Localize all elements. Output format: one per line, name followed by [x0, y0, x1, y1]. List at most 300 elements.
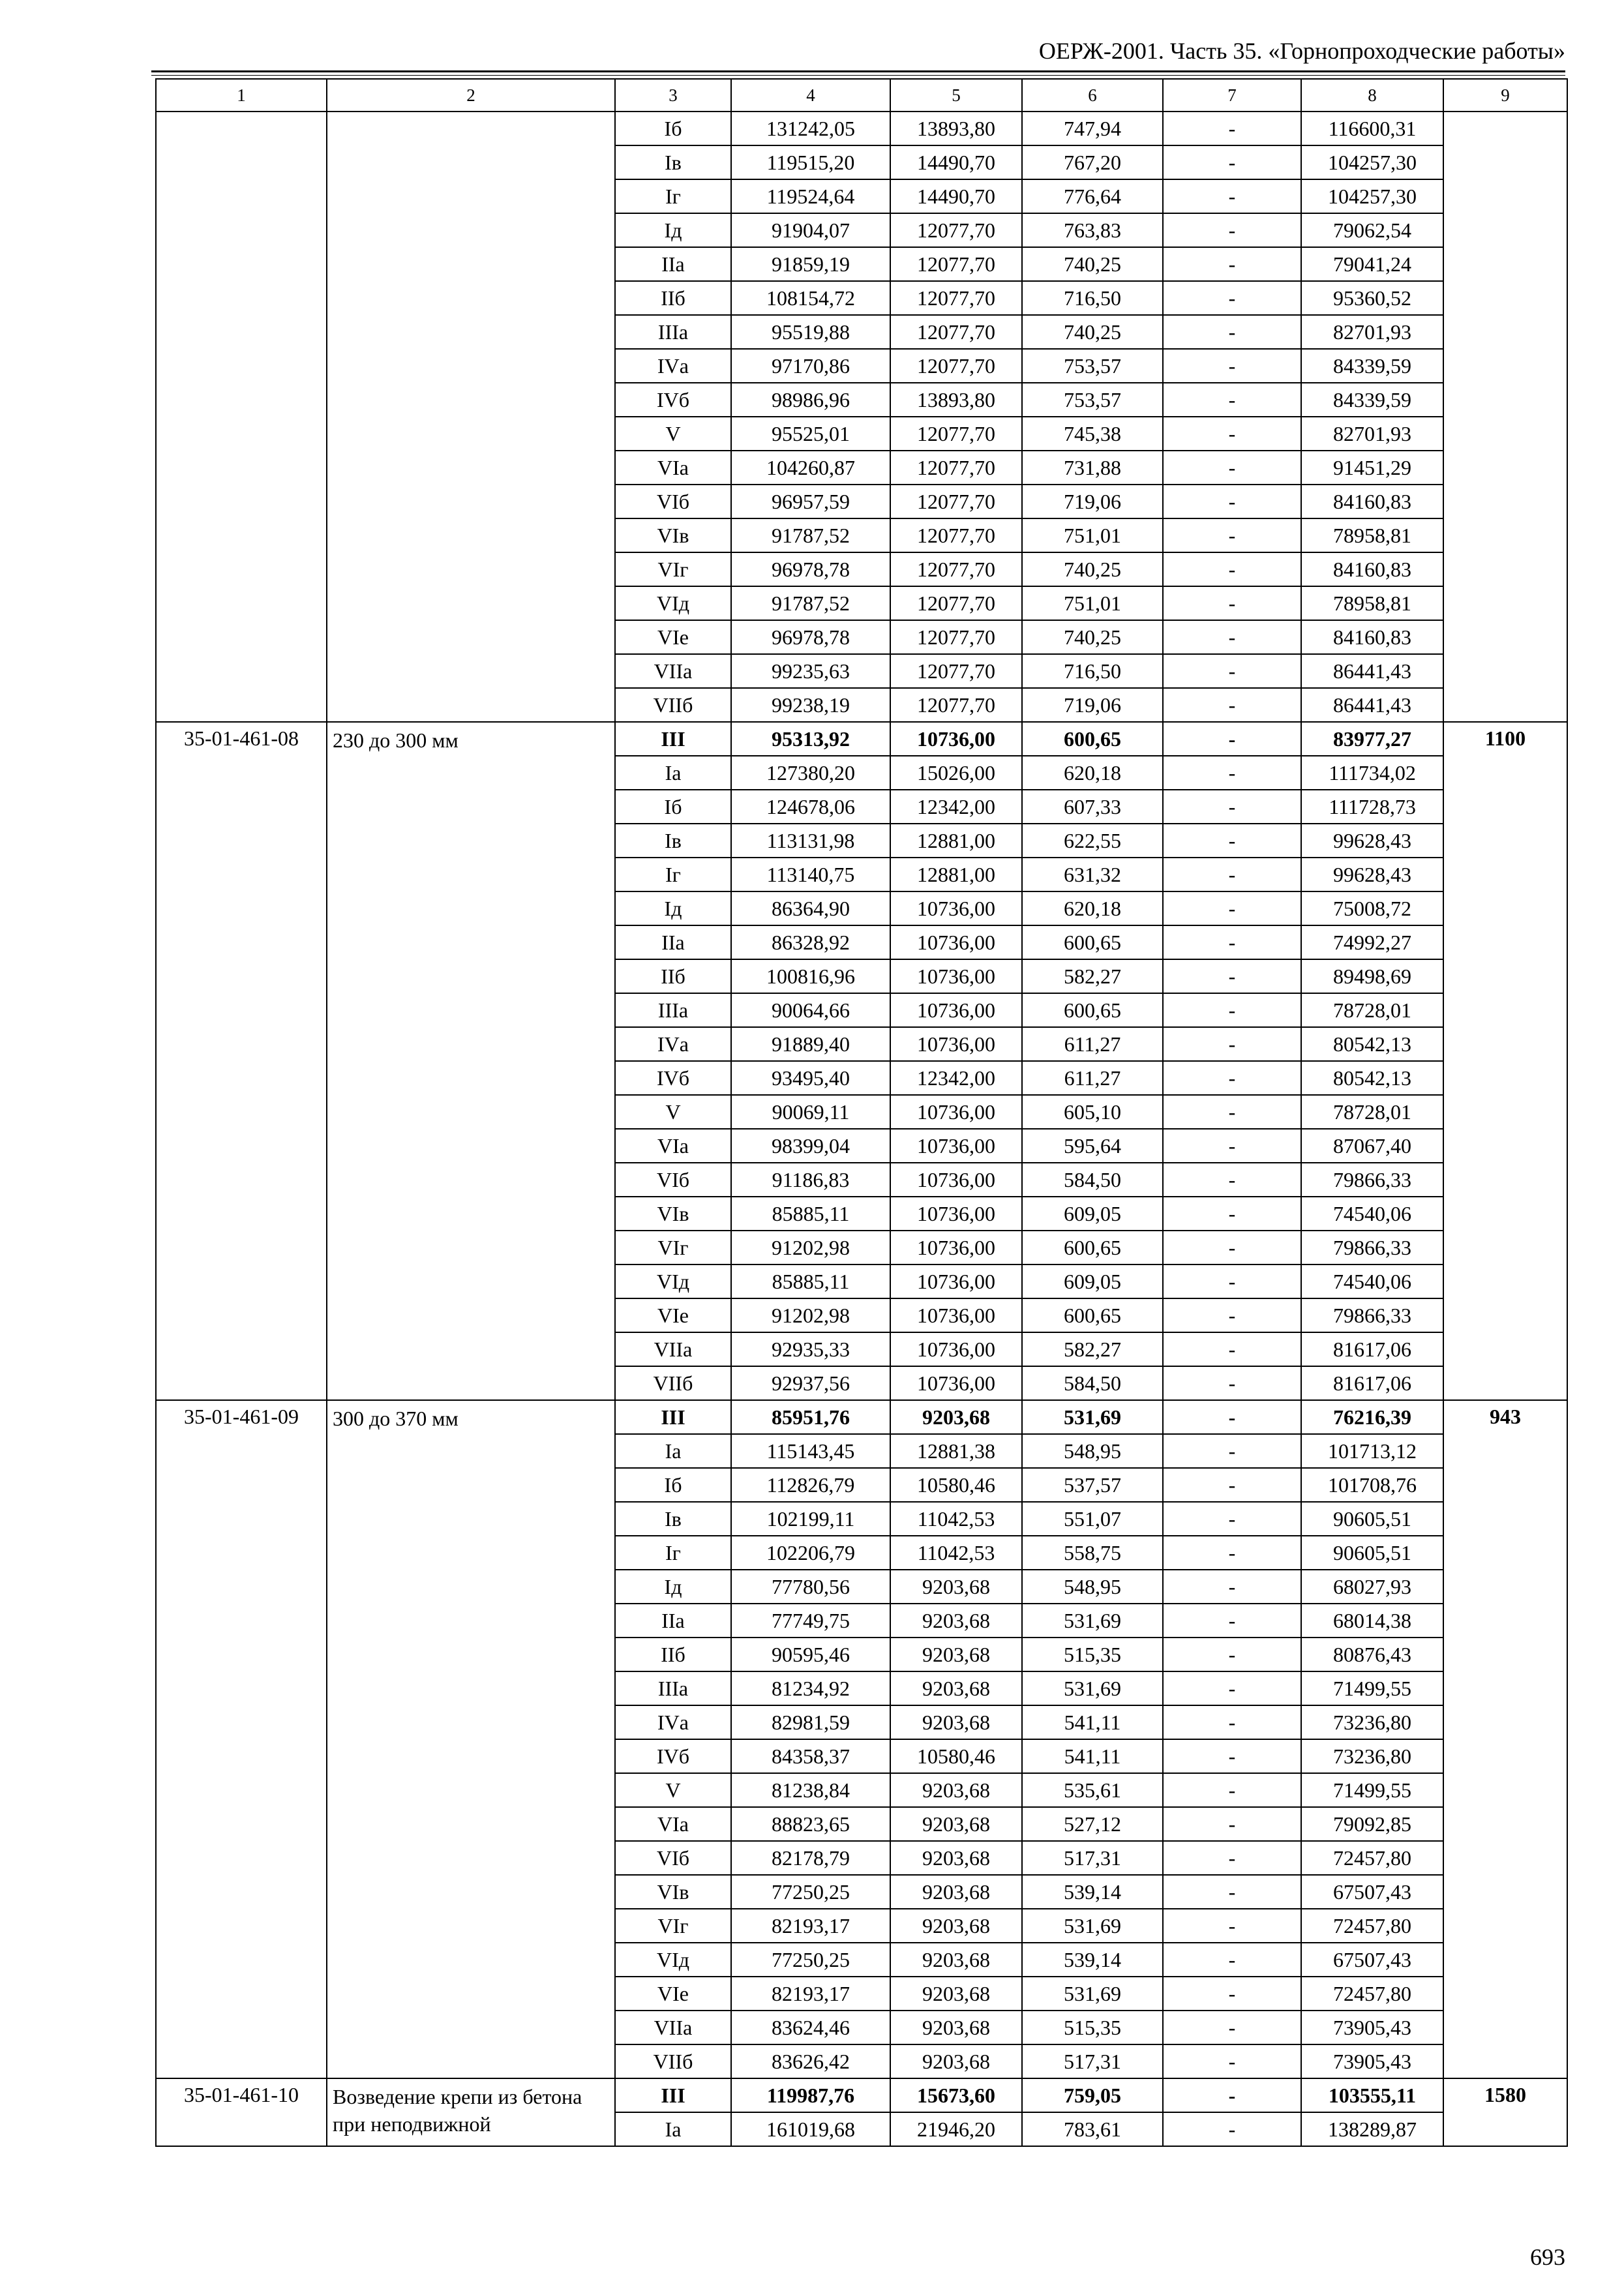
wages-cell: 9203,68 — [890, 1570, 1022, 1604]
machines-cell: 763,83 — [1022, 213, 1163, 247]
wages-cell: 10736,00 — [890, 1129, 1022, 1163]
materials-cell: 79041,24 — [1301, 247, 1443, 281]
wages-cell: 10736,00 — [890, 1332, 1022, 1366]
total-cost-cell: 127380,20 — [731, 756, 890, 790]
resource-class-cell: VIг — [615, 1909, 731, 1943]
resource-class-cell: V — [615, 417, 731, 451]
drivers-wages-cell: - — [1163, 993, 1301, 1027]
total-cost-cell: 91889,40 — [731, 1027, 890, 1061]
machines-cell: 607,33 — [1022, 790, 1163, 824]
materials-cell: 79866,33 — [1301, 1163, 1443, 1197]
materials-cell: 104257,30 — [1301, 145, 1443, 179]
column-number-cell: 1 — [156, 79, 327, 112]
drivers-wages-cell: - — [1163, 1943, 1301, 1977]
machines-cell: 759,05 — [1022, 2078, 1163, 2112]
norm-code-cell: 35-01-461-10 — [156, 2078, 327, 2146]
drivers-wages-cell: - — [1163, 722, 1301, 756]
drivers-wages-cell: - — [1163, 1434, 1301, 1468]
resource-class-cell: VIе — [615, 1977, 731, 2011]
column-number-cell: 4 — [731, 79, 890, 112]
machines-cell: 620,18 — [1022, 891, 1163, 925]
wages-cell: 13893,80 — [890, 383, 1022, 417]
machines-cell: 558,75 — [1022, 1536, 1163, 1570]
drivers-wages-cell: - — [1163, 1604, 1301, 1638]
table-row — [156, 2078, 1567, 2112]
drivers-wages-cell: - — [1163, 1502, 1301, 1536]
machines-cell: 611,27 — [1022, 1061, 1163, 1095]
machines-cell: 595,64 — [1022, 1129, 1163, 1163]
total-cost-cell: 113140,75 — [731, 858, 890, 891]
total-cost-cell: 119987,76 — [731, 2078, 890, 2112]
resource-class-cell: VIд — [615, 586, 731, 620]
drivers-wages-cell: - — [1163, 145, 1301, 179]
total-cost-cell: 91904,07 — [731, 213, 890, 247]
materials-cell: 72457,80 — [1301, 1977, 1443, 2011]
total-cost-cell: 90069,11 — [731, 1095, 890, 1129]
wages-cell: 12077,70 — [890, 213, 1022, 247]
total-cost-cell: 82193,17 — [731, 1909, 890, 1943]
materials-cell: 68027,93 — [1301, 1570, 1443, 1604]
resource-class-cell: Iг — [615, 1536, 731, 1570]
machines-cell: 582,27 — [1022, 1332, 1163, 1366]
wages-cell: 9203,68 — [890, 1705, 1022, 1739]
resource-class-cell: VIв — [615, 1875, 731, 1909]
wages-cell: 9203,68 — [890, 2011, 1022, 2044]
total-cost-cell: 113131,98 — [731, 824, 890, 858]
materials-cell: 89498,69 — [1301, 959, 1443, 993]
total-cost-cell: 85951,76 — [731, 1400, 890, 1434]
norm-code-cell: 35-01-461-09 — [156, 1400, 327, 2078]
materials-cell: 79092,85 — [1301, 1807, 1443, 1841]
materials-cell: 73236,80 — [1301, 1705, 1443, 1739]
resource-class-cell: VIIб — [615, 688, 731, 722]
machines-cell: 600,65 — [1022, 1298, 1163, 1332]
total-cost-cell: 81234,92 — [731, 1671, 890, 1705]
resource-class-cell: Iа — [615, 756, 731, 790]
total-cost-cell: 96957,59 — [731, 485, 890, 518]
work-name-cell: 300 до 370 мм — [327, 1400, 615, 2078]
drivers-wages-cell: - — [1163, 281, 1301, 315]
drivers-wages-cell: - — [1163, 586, 1301, 620]
materials-cell: 86441,43 — [1301, 654, 1443, 688]
drivers-wages-cell: - — [1163, 1536, 1301, 1570]
labor-cost-cell: 943 — [1443, 1400, 1567, 2078]
materials-cell: 78728,01 — [1301, 1095, 1443, 1129]
machines-cell: 716,50 — [1022, 654, 1163, 688]
wages-cell: 9203,68 — [890, 1604, 1022, 1638]
resource-class-cell: IVа — [615, 1027, 731, 1061]
machines-cell: 584,50 — [1022, 1163, 1163, 1197]
wages-cell: 12077,70 — [890, 417, 1022, 451]
total-cost-cell: 124678,06 — [731, 790, 890, 824]
column-number-row — [156, 79, 1567, 112]
drivers-wages-cell: - — [1163, 1129, 1301, 1163]
materials-cell: 78728,01 — [1301, 993, 1443, 1027]
drivers-wages-cell: - — [1163, 790, 1301, 824]
resource-class-cell: IIб — [615, 1638, 731, 1671]
resource-class-cell: Iб — [615, 112, 731, 145]
drivers-wages-cell: - — [1163, 1875, 1301, 1909]
machines-cell: 551,07 — [1022, 1502, 1163, 1536]
resource-class-cell: IIIа — [615, 1671, 731, 1705]
table-row — [156, 112, 1567, 145]
machines-cell: 740,25 — [1022, 552, 1163, 586]
wages-cell: 12077,70 — [890, 586, 1022, 620]
wages-cell: 10736,00 — [890, 993, 1022, 1027]
total-cost-cell: 91186,83 — [731, 1163, 890, 1197]
wages-cell: 12881,38 — [890, 1434, 1022, 1468]
machines-cell: 767,20 — [1022, 145, 1163, 179]
machines-cell: 611,27 — [1022, 1027, 1163, 1061]
resource-class-cell: VIIа — [615, 2011, 731, 2044]
drivers-wages-cell: - — [1163, 315, 1301, 349]
drivers-wages-cell: - — [1163, 112, 1301, 145]
drivers-wages-cell: - — [1163, 2078, 1301, 2112]
wages-cell: 9203,68 — [890, 1671, 1022, 1705]
total-cost-cell: 91787,52 — [731, 518, 890, 552]
materials-cell: 101708,76 — [1301, 1468, 1443, 1502]
machines-cell: 600,65 — [1022, 722, 1163, 756]
drivers-wages-cell: - — [1163, 1231, 1301, 1264]
drivers-wages-cell: - — [1163, 756, 1301, 790]
drivers-wages-cell: - — [1163, 1638, 1301, 1671]
machines-cell: 537,57 — [1022, 1468, 1163, 1502]
materials-cell: 74540,06 — [1301, 1264, 1443, 1298]
drivers-wages-cell: - — [1163, 654, 1301, 688]
drivers-wages-cell: - — [1163, 824, 1301, 858]
resource-class-cell: V — [615, 1773, 731, 1807]
machines-cell: 740,25 — [1022, 315, 1163, 349]
work-name-cell: Возведение крепи из бетона при неподвижной — [327, 2078, 615, 2146]
materials-cell: 73236,80 — [1301, 1739, 1443, 1773]
wages-cell: 10736,00 — [890, 1027, 1022, 1061]
resource-class-cell: VIIб — [615, 2044, 731, 2078]
drivers-wages-cell: - — [1163, 1739, 1301, 1773]
column-number-cell: 2 — [327, 79, 615, 112]
wages-cell: 10736,00 — [890, 1095, 1022, 1129]
wages-cell: 10736,00 — [890, 1366, 1022, 1400]
wages-cell: 10736,00 — [890, 1197, 1022, 1231]
resource-class-cell: VIг — [615, 552, 731, 586]
total-cost-cell: 86328,92 — [731, 925, 890, 959]
machines-cell: 517,31 — [1022, 1841, 1163, 1875]
machines-cell: 600,65 — [1022, 1231, 1163, 1264]
drivers-wages-cell: - — [1163, 247, 1301, 281]
materials-cell: 71499,55 — [1301, 1773, 1443, 1807]
total-cost-cell: 84358,37 — [731, 1739, 890, 1773]
materials-cell: 83977,27 — [1301, 722, 1443, 756]
resource-class-cell: IIб — [615, 281, 731, 315]
wages-cell: 10580,46 — [890, 1468, 1022, 1502]
machines-cell: 622,55 — [1022, 824, 1163, 858]
materials-cell: 104257,30 — [1301, 179, 1443, 213]
table-row — [156, 1400, 1567, 1434]
wages-cell: 12077,70 — [890, 620, 1022, 654]
wages-cell: 10736,00 — [890, 959, 1022, 993]
total-cost-cell: 85885,11 — [731, 1197, 890, 1231]
resource-class-cell: IIа — [615, 247, 731, 281]
materials-cell: 79866,33 — [1301, 1298, 1443, 1332]
wages-cell: 12077,70 — [890, 552, 1022, 586]
drivers-wages-cell: - — [1163, 925, 1301, 959]
column-number-cell: 7 — [1163, 79, 1301, 112]
machines-cell: 531,69 — [1022, 1604, 1163, 1638]
resource-class-cell: VIа — [615, 1807, 731, 1841]
machines-cell: 531,69 — [1022, 1671, 1163, 1705]
drivers-wages-cell: - — [1163, 1332, 1301, 1366]
page-number: 693 — [1530, 2244, 1565, 2270]
total-cost-cell: 115143,45 — [731, 1434, 890, 1468]
total-cost-cell: 98399,04 — [731, 1129, 890, 1163]
resource-class-cell: IIIа — [615, 315, 731, 349]
machines-cell: 539,14 — [1022, 1943, 1163, 1977]
materials-cell: 74992,27 — [1301, 925, 1443, 959]
drivers-wages-cell: - — [1163, 1163, 1301, 1197]
total-cost-cell: 82178,79 — [731, 1841, 890, 1875]
norm-code-cell: 35-01-461-08 — [156, 722, 327, 1400]
machines-cell: 535,61 — [1022, 1773, 1163, 1807]
materials-cell: 87067,40 — [1301, 1129, 1443, 1163]
work-name-cell — [327, 112, 615, 722]
machines-cell: 753,57 — [1022, 383, 1163, 417]
materials-cell: 82701,93 — [1301, 417, 1443, 451]
wages-cell: 14490,70 — [890, 179, 1022, 213]
machines-cell: 776,64 — [1022, 179, 1163, 213]
resource-class-cell: Iд — [615, 891, 731, 925]
total-cost-cell: 98986,96 — [731, 383, 890, 417]
drivers-wages-cell: - — [1163, 1909, 1301, 1943]
total-cost-cell: 92935,33 — [731, 1332, 890, 1366]
total-cost-cell: 119524,64 — [731, 179, 890, 213]
resource-class-cell: Iд — [615, 1570, 731, 1604]
materials-cell: 82701,93 — [1301, 315, 1443, 349]
column-number-cell: 9 — [1443, 79, 1567, 112]
total-cost-cell: 100816,96 — [731, 959, 890, 993]
total-cost-cell: 90064,66 — [731, 993, 890, 1027]
drivers-wages-cell: - — [1163, 858, 1301, 891]
materials-cell: 75008,72 — [1301, 891, 1443, 925]
machines-cell: 740,25 — [1022, 620, 1163, 654]
resource-class-cell: IVа — [615, 1705, 731, 1739]
resource-class-cell: IIб — [615, 959, 731, 993]
machines-cell: 600,65 — [1022, 925, 1163, 959]
resource-class-cell: III — [615, 722, 731, 756]
resource-class-cell: VIд — [615, 1943, 731, 1977]
machines-cell: 620,18 — [1022, 756, 1163, 790]
total-cost-cell: 97170,86 — [731, 349, 890, 383]
resource-class-cell: VIб — [615, 1163, 731, 1197]
resource-class-cell: IVа — [615, 349, 731, 383]
materials-cell: 138289,87 — [1301, 2112, 1443, 2146]
wages-cell: 9203,68 — [890, 1875, 1022, 1909]
wages-cell: 12881,00 — [890, 824, 1022, 858]
materials-cell: 73905,43 — [1301, 2011, 1443, 2044]
wages-cell: 12077,70 — [890, 281, 1022, 315]
total-cost-cell: 81238,84 — [731, 1773, 890, 1807]
total-cost-cell: 77250,25 — [731, 1943, 890, 1977]
resource-class-cell: VIв — [615, 1197, 731, 1231]
drivers-wages-cell: - — [1163, 1197, 1301, 1231]
materials-cell: 80542,13 — [1301, 1061, 1443, 1095]
machines-cell: 605,10 — [1022, 1095, 1163, 1129]
drivers-wages-cell: - — [1163, 2044, 1301, 2078]
wages-cell: 12077,70 — [890, 349, 1022, 383]
materials-cell: 72457,80 — [1301, 1841, 1443, 1875]
wages-cell: 9203,68 — [890, 1400, 1022, 1434]
machines-cell: 515,35 — [1022, 1638, 1163, 1671]
machines-cell: 609,05 — [1022, 1264, 1163, 1298]
drivers-wages-cell: - — [1163, 1977, 1301, 2011]
wages-cell: 12077,70 — [890, 451, 1022, 485]
resource-class-cell: Iб — [615, 1468, 731, 1502]
machines-cell: 531,69 — [1022, 1400, 1163, 1434]
total-cost-cell: 108154,72 — [731, 281, 890, 315]
drivers-wages-cell: - — [1163, 1671, 1301, 1705]
materials-cell: 103555,11 — [1301, 2078, 1443, 2112]
machines-cell: 609,05 — [1022, 1197, 1163, 1231]
machines-cell: 600,65 — [1022, 993, 1163, 1027]
wages-cell: 10736,00 — [890, 1231, 1022, 1264]
machines-cell: 541,11 — [1022, 1705, 1163, 1739]
machines-cell: 716,50 — [1022, 281, 1163, 315]
resource-class-cell: Iг — [615, 179, 731, 213]
wages-cell: 12077,70 — [890, 485, 1022, 518]
machines-cell: 531,69 — [1022, 1977, 1163, 2011]
materials-cell: 81617,06 — [1301, 1332, 1443, 1366]
resource-class-cell: VIб — [615, 1841, 731, 1875]
total-cost-cell: 83624,46 — [731, 2011, 890, 2044]
materials-cell: 95360,52 — [1301, 281, 1443, 315]
machines-cell: 582,27 — [1022, 959, 1163, 993]
wages-cell: 10736,00 — [890, 891, 1022, 925]
drivers-wages-cell: - — [1163, 1366, 1301, 1400]
materials-cell: 101713,12 — [1301, 1434, 1443, 1468]
drivers-wages-cell: - — [1163, 891, 1301, 925]
machines-cell: 548,95 — [1022, 1434, 1163, 1468]
machines-cell: 747,94 — [1022, 112, 1163, 145]
resource-class-cell: VIв — [615, 518, 731, 552]
resource-class-cell: IIа — [615, 1604, 731, 1638]
total-cost-cell: 99235,63 — [731, 654, 890, 688]
materials-cell: 79062,54 — [1301, 213, 1443, 247]
machines-cell: 783,61 — [1022, 2112, 1163, 2146]
resource-class-cell: V — [615, 1095, 731, 1129]
resource-class-cell: VIд — [615, 1264, 731, 1298]
wages-cell: 12077,70 — [890, 654, 1022, 688]
total-cost-cell: 95313,92 — [731, 722, 890, 756]
resource-class-cell: IVб — [615, 1739, 731, 1773]
total-cost-cell: 82981,59 — [731, 1705, 890, 1739]
wages-cell: 11042,53 — [890, 1502, 1022, 1536]
resource-class-cell: IVб — [615, 383, 731, 417]
total-cost-cell: 102199,11 — [731, 1502, 890, 1536]
resource-class-cell: Iв — [615, 824, 731, 858]
drivers-wages-cell: - — [1163, 1095, 1301, 1129]
materials-cell: 84160,83 — [1301, 485, 1443, 518]
machines-cell: 751,01 — [1022, 586, 1163, 620]
drivers-wages-cell: - — [1163, 1841, 1301, 1875]
total-cost-cell: 119515,20 — [731, 145, 890, 179]
wages-cell: 13893,80 — [890, 112, 1022, 145]
drivers-wages-cell: - — [1163, 1705, 1301, 1739]
drivers-wages-cell: - — [1163, 2112, 1301, 2146]
wages-cell: 9203,68 — [890, 1841, 1022, 1875]
drivers-wages-cell: - — [1163, 485, 1301, 518]
drivers-wages-cell: - — [1163, 349, 1301, 383]
drivers-wages-cell: - — [1163, 1468, 1301, 1502]
drivers-wages-cell: - — [1163, 688, 1301, 722]
materials-cell: 67507,43 — [1301, 1943, 1443, 1977]
total-cost-cell: 77749,75 — [731, 1604, 890, 1638]
machines-cell: 719,06 — [1022, 688, 1163, 722]
total-cost-cell: 77780,56 — [731, 1570, 890, 1604]
drivers-wages-cell: - — [1163, 1061, 1301, 1095]
drivers-wages-cell: - — [1163, 1570, 1301, 1604]
machines-cell: 631,32 — [1022, 858, 1163, 891]
materials-cell: 91451,29 — [1301, 451, 1443, 485]
header-rule — [151, 70, 1565, 72]
total-cost-cell: 131242,05 — [731, 112, 890, 145]
materials-cell: 86441,43 — [1301, 688, 1443, 722]
wages-cell: 15026,00 — [890, 756, 1022, 790]
total-cost-cell: 95519,88 — [731, 315, 890, 349]
wages-cell: 21946,20 — [890, 2112, 1022, 2146]
total-cost-cell: 99238,19 — [731, 688, 890, 722]
work-name-cell: 230 до 300 мм — [327, 722, 615, 1400]
table-row — [156, 722, 1567, 756]
wages-cell: 12881,00 — [890, 858, 1022, 891]
resource-class-cell: Iа — [615, 1434, 731, 1468]
materials-cell: 84160,83 — [1301, 552, 1443, 586]
total-cost-cell: 112826,79 — [731, 1468, 890, 1502]
wages-cell: 10736,00 — [890, 722, 1022, 756]
materials-cell: 116600,31 — [1301, 112, 1443, 145]
wages-cell: 10736,00 — [890, 1264, 1022, 1298]
materials-cell: 99628,43 — [1301, 824, 1443, 858]
total-cost-cell: 93495,40 — [731, 1061, 890, 1095]
total-cost-cell: 95525,01 — [731, 417, 890, 451]
total-cost-cell: 83626,42 — [731, 2044, 890, 2078]
resource-class-cell: IIIа — [615, 993, 731, 1027]
materials-cell: 99628,43 — [1301, 858, 1443, 891]
drivers-wages-cell: - — [1163, 1298, 1301, 1332]
resource-class-cell: VIа — [615, 1129, 731, 1163]
machines-cell: 740,25 — [1022, 247, 1163, 281]
wages-cell: 9203,68 — [890, 1909, 1022, 1943]
total-cost-cell: 91787,52 — [731, 586, 890, 620]
machines-cell: 517,31 — [1022, 2044, 1163, 2078]
resource-class-cell: Iг — [615, 858, 731, 891]
wages-cell: 14490,70 — [890, 145, 1022, 179]
total-cost-cell: 90595,46 — [731, 1638, 890, 1671]
resource-class-cell: III — [615, 1400, 731, 1434]
materials-cell: 73905,43 — [1301, 2044, 1443, 2078]
resource-class-cell: VIе — [615, 620, 731, 654]
resource-class-cell: IVб — [615, 1061, 731, 1095]
materials-cell: 71499,55 — [1301, 1671, 1443, 1705]
drivers-wages-cell: - — [1163, 1264, 1301, 1298]
materials-cell: 79866,33 — [1301, 1231, 1443, 1264]
price-table-body — [156, 79, 1567, 2146]
wages-cell: 12077,70 — [890, 315, 1022, 349]
wages-cell: 12342,00 — [890, 790, 1022, 824]
resource-class-cell: VIIб — [615, 1366, 731, 1400]
drivers-wages-cell: - — [1163, 213, 1301, 247]
resource-class-cell: VIIа — [615, 654, 731, 688]
total-cost-cell: 82193,17 — [731, 1977, 890, 2011]
total-cost-cell: 102206,79 — [731, 1536, 890, 1570]
price-table — [155, 78, 1568, 2147]
